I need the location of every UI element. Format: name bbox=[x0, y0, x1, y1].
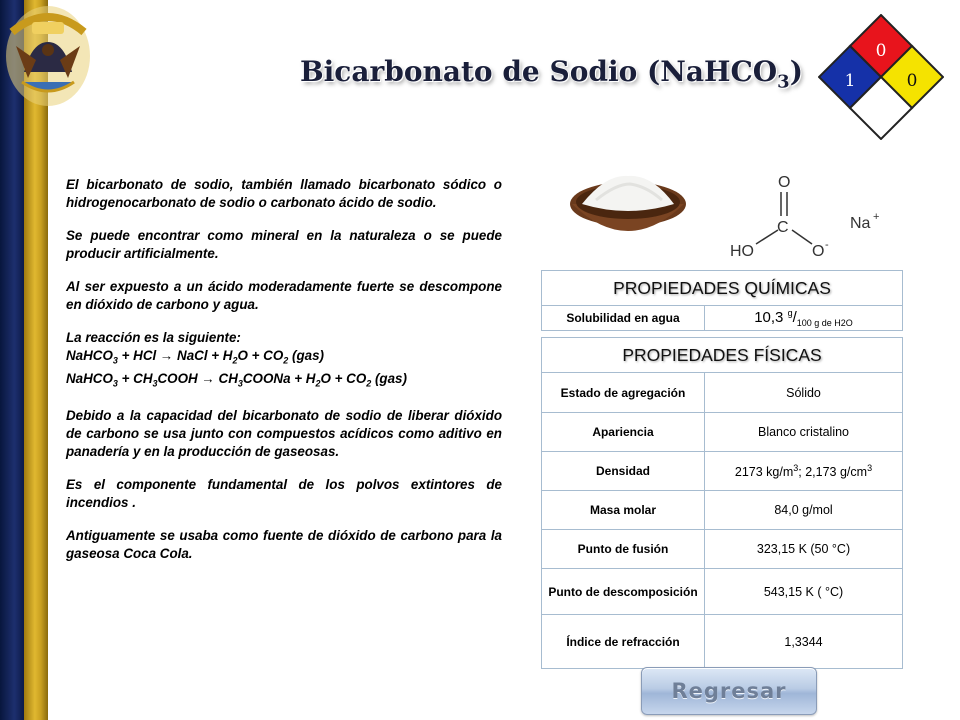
nfpa-flammability-value: 0 bbox=[875, 41, 887, 61]
property-value: 10,3 $^g/_{100 g de H2O}$ bbox=[705, 306, 903, 331]
svg-text:+: + bbox=[873, 211, 880, 223]
property-label: Estado de agregación bbox=[542, 373, 705, 413]
table-row bbox=[542, 413, 903, 452]
table-row bbox=[542, 615, 903, 669]
property-label: Punto de fusión bbox=[542, 530, 705, 569]
nfpa-reactivity-value: 0 bbox=[906, 71, 918, 91]
property-value: Blanco cristalino bbox=[705, 413, 903, 452]
structure-sodium: Na bbox=[850, 215, 871, 232]
page-title: Bicarbonato de Sodio (NaHCO$_3$) bbox=[300, 55, 803, 93]
description-paragraph: Se puede encontrar como mineral en la naturaleza o se puede producir artificialmente. bbox=[66, 228, 502, 261]
structure-hydroxyl: HO bbox=[730, 243, 754, 260]
table-row bbox=[542, 530, 903, 569]
structure-oxygen-top: O bbox=[778, 174, 791, 191]
table-row bbox=[542, 491, 903, 530]
property-value: 1,3344 bbox=[705, 615, 903, 669]
nfpa-health-value: 1 bbox=[844, 71, 856, 91]
description-text bbox=[66, 176, 502, 578]
table-row bbox=[542, 306, 903, 331]
table-row bbox=[542, 452, 903, 491]
university-emblem-logo bbox=[2, 2, 94, 108]
structure-oxygen-minus: O bbox=[812, 243, 825, 260]
description-paragraph: El bicarbonato de sodio, también llamado bicarbonato sódico o hidrogenocarbonato de sodio o carbonato ácido de sodio. bbox=[66, 177, 502, 210]
svg-text:-: - bbox=[825, 239, 829, 251]
property-label: Índice de refracción bbox=[542, 615, 705, 669]
physical-properties-header: PROPIEDADES FÍSICAS bbox=[542, 338, 903, 373]
nfpa-hazard-diamond bbox=[818, 14, 944, 140]
left-navy-stripe bbox=[0, 0, 24, 720]
property-value: 2173 $kg/m^3$; 2,173 $g/cm^3$ bbox=[705, 452, 903, 491]
property-value: 323,15 K (50 °C) bbox=[705, 530, 903, 569]
table-row bbox=[542, 569, 903, 615]
reaction-equation-1: NaHCO$_3$ + HCl → NaCl + $H_2O + CO_2$ (gas) bbox=[66, 348, 324, 366]
property-label: Densidad bbox=[542, 452, 705, 491]
description-paragraph: Debido a la capacidad del bicarbonato de sodio de liberar dióxido de carbono se usa junto con compuestos acídicos como aditivo en panadería y en la producción de gaseosas. bbox=[66, 408, 502, 460]
regresar-button[interactable]: Regresar bbox=[641, 667, 817, 715]
property-label: Punto de descomposición bbox=[542, 569, 705, 615]
description-paragraph: Antiguamente se usaba como fuente de dióxido de carbono para la gaseosa Coca Cola. bbox=[66, 528, 502, 562]
reaction-equation-2: NaHCO$_3$ + $CH_3COOH$ → $CH_3COONa + H_2O + CO_2$ (gas) bbox=[66, 370, 407, 389]
description-paragraph: Es el componente fundamental de los polvos extintores de incendios . bbox=[66, 477, 502, 511]
property-value: 543,15 K ( °C) bbox=[705, 569, 903, 615]
physical-properties-table bbox=[541, 337, 903, 669]
description-paragraph: Al ser expuesto a un ácido moderadamente fuerte se descompone en dióxido de carbono y agua. bbox=[66, 279, 502, 312]
property-label: Apariencia bbox=[542, 413, 705, 452]
reaction-block bbox=[66, 329, 502, 392]
reaction-intro: La reacción es la siguiente: bbox=[66, 330, 241, 345]
property-label: Solubilidad en agua bbox=[542, 306, 705, 331]
structure-carbon: C bbox=[777, 219, 789, 236]
property-value: Sólido bbox=[705, 373, 903, 413]
chemical-properties-header: PROPIEDADES QUÍMICAS bbox=[542, 271, 903, 306]
baking-soda-bowl-image bbox=[566, 166, 690, 242]
chemical-structure-diagram bbox=[724, 170, 894, 260]
property-label: Masa molar bbox=[542, 491, 705, 530]
table-row bbox=[542, 373, 903, 413]
chemical-properties-table bbox=[541, 270, 903, 331]
left-gold-stripe bbox=[24, 0, 48, 720]
property-value: 84,0 g/mol bbox=[705, 491, 903, 530]
